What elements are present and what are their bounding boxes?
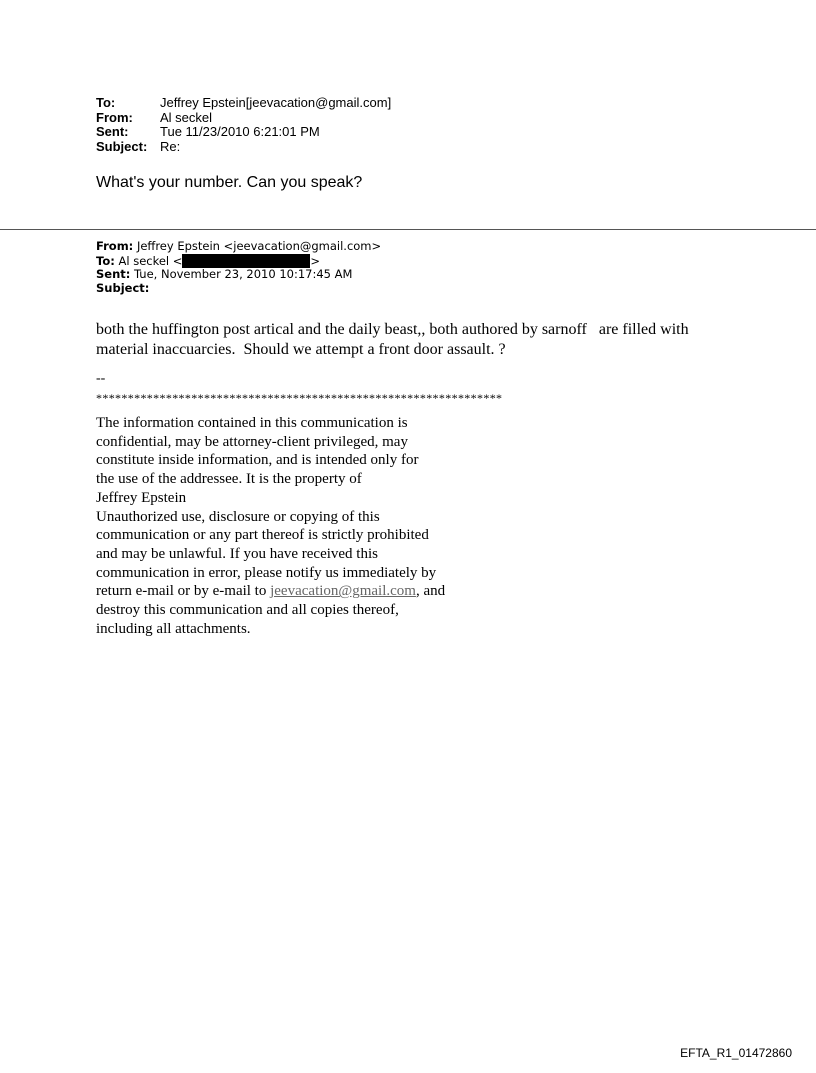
redaction-box [182,254,310,268]
disclaimer-line: communication or any part thereof is strictly prohibited [96,527,429,544]
signature-stars: **************************************************************** [96,391,503,405]
disclaimer-link-line [96,582,445,601]
quoted-from-row [96,240,381,254]
quoted-sent-value: Tue, November 23, 2010 10:17:45 AM [134,267,353,281]
quoted-header [96,240,381,295]
disclaimer-link-after: , and [415,583,446,600]
quoted-to-label: To: [96,253,115,268]
subject-row [96,140,391,155]
disclaimer-line: and may be unlawful. If you have received this [96,545,378,562]
disclaimer-line: Unauthorized use, disclosure or copying of this [96,508,380,525]
subject-value: Re: [160,138,181,154]
to-row [96,96,391,111]
quoted-to-row [96,254,381,269]
quoted-sent-row [96,268,381,282]
disclaimer-line: The information contained in this communication is [96,415,408,431]
disclaimer-line: including all attachments. [96,620,251,637]
divider [0,229,816,230]
quoted-body-line: material inaccuarcies. Should we attempt a front door assault. ? [96,341,506,358]
quoted-body-line: both the huffington post artical and the daily beast,, both authored by sarnoff are filled with [96,321,689,338]
sent-value: Tue 11/23/2010 6:21:01 PM [160,124,320,139]
sent-row [96,125,391,140]
document-id: EFTA_R1_01472860 [680,1046,792,1060]
disclaimer-line: destroy this communication and all copies thereof, [96,602,399,619]
disclaimer-line: communication in error, please notify us immediately by [96,564,437,581]
disclaimer-line: the use of the addressee. It is the property of [96,471,362,488]
signature-dashes: -- [96,371,106,386]
quoted-to-suffix: > [310,253,321,268]
email-header [96,96,391,154]
quoted-sent-label: Sent: [96,267,131,281]
from-value: Al seckel [160,109,213,125]
disclaimer-link-before: return e-mail or by e-mail to [96,583,271,600]
to-value: Jeffrey Epstein[jeevacation@gmail.com] [160,95,392,110]
disclaimer-line: constitute inside information, and is intended only for [96,452,419,469]
sent-label: Sent: [96,124,129,139]
from-label: From: [96,109,133,125]
disclaimer-line: Jeffrey Epstein [96,489,187,506]
quoted-from-value: Jeffrey Epstein <jeevacation@gmail.com> [136,239,382,253]
email-body: What's your number. Can you speak? [96,174,363,191]
quoted-from-label: From: [96,239,134,253]
to-label: To: [96,95,116,110]
email-link[interactable]: jeevacation@gmail.com [270,583,416,600]
quoted-body [96,320,736,360]
disclaimer-line: confidential, may be attorney-client privileged, may [96,433,408,450]
quoted-to-prefix: Al seckel < [118,253,183,268]
quoted-subject-row [96,282,381,296]
subject-label: Subject: [96,138,148,154]
disclaimer [96,414,445,638]
from-row [96,111,391,126]
quoted-subject-label: Subject: [96,280,150,295]
